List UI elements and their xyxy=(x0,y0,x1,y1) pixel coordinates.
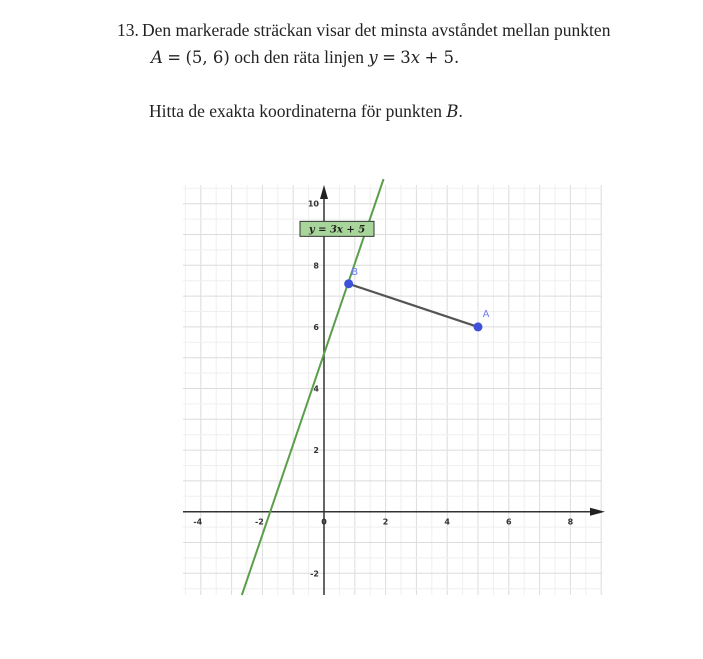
point-a-symbol: A xyxy=(151,48,163,67)
x-tick-label: 0 xyxy=(321,517,327,527)
x-tick-label: 6 xyxy=(506,517,512,527)
x-axis-arrow-icon xyxy=(590,508,605,516)
x-tick-label: 8 xyxy=(567,517,574,527)
line-rest: + 5. xyxy=(424,48,460,67)
y-tick-label: 2 xyxy=(313,446,319,456)
line-label xyxy=(300,221,374,236)
point-label-b: B xyxy=(351,266,359,278)
point-a xyxy=(474,322,483,331)
question-text: Hitta de exakta koordinaterna för punkten xyxy=(149,101,443,121)
line-y: y xyxy=(368,48,378,67)
line-eq: = xyxy=(382,48,396,67)
y-tick-label: -2 xyxy=(310,569,319,579)
line-y-3x-5 xyxy=(242,179,384,595)
line2-text: och den räta linjen xyxy=(234,47,364,67)
y-tick-label: 8 xyxy=(313,261,319,271)
x-tick-label: 4 xyxy=(444,517,450,527)
question-end: . xyxy=(458,101,463,121)
y-tick-label: 10 xyxy=(307,199,319,209)
point-b xyxy=(344,279,353,288)
point-a-coords: (5, 6) xyxy=(185,48,230,67)
line-x: x xyxy=(410,48,421,67)
problem-line1: Den markerade sträckan visar det minsta avståndet mellan punkten xyxy=(142,20,611,40)
y-tick-label: 4 xyxy=(313,384,319,394)
problem-number: 13. xyxy=(117,20,139,40)
x-tick-label: 2 xyxy=(382,517,389,527)
y-tick-label: 6 xyxy=(313,322,319,332)
x-tick-label: -2 xyxy=(254,517,264,527)
line-coef: 3 xyxy=(400,48,411,67)
equals: = xyxy=(167,48,182,67)
point-label-a: A xyxy=(482,308,490,320)
question-point: B xyxy=(446,102,459,121)
x-tick-label: -4 xyxy=(193,517,203,527)
y-axis-arrow-icon xyxy=(320,185,328,199)
segment-ab xyxy=(349,284,478,327)
line-label-text: y = 3x + 5 xyxy=(308,224,366,236)
